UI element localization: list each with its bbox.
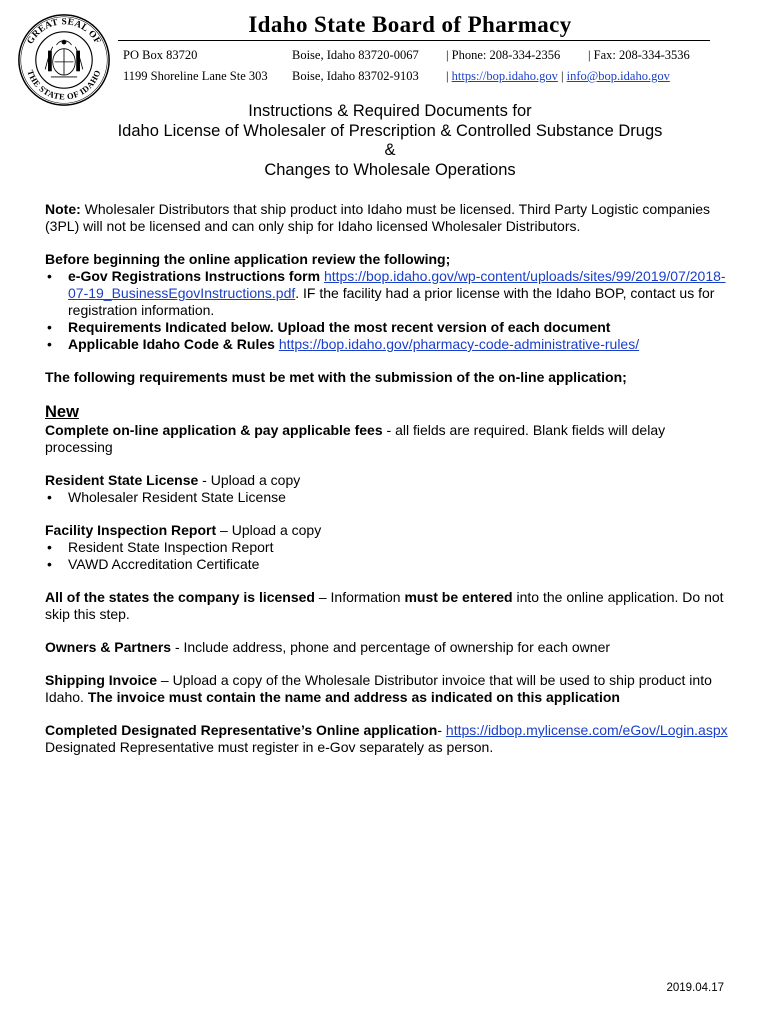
title-line-1: Instructions & Required Documents for [248, 102, 532, 120]
note-label: Note: [45, 201, 81, 217]
list-item [45, 268, 735, 319]
resident-license-label: Resident State License [45, 472, 199, 488]
inspection-section [45, 522, 735, 539]
invoice-section [45, 672, 735, 706]
list-item: • Resident State Inspection Report [45, 539, 735, 556]
inspection-text: – Upload a copy [216, 522, 322, 538]
states-section [45, 589, 735, 623]
title-line-3: & [384, 141, 396, 159]
list-item [45, 319, 735, 336]
online-application-section [45, 422, 735, 456]
list-item: • VAWD Accreditation Certificate [45, 556, 735, 573]
egov-form-text: . IF the facility had a prior license with the Idaho BOP, contact us for registration information. [68, 285, 715, 318]
invoice-text: – Upload a copy of the Wholesale Distributor invoice that will be used to ship product into Idaho. [45, 672, 712, 705]
list-item [45, 336, 735, 353]
before-list [45, 268, 735, 353]
code-rules-link[interactable]: https://bop.idaho.gov/pharmacy-code-administrative-rules/ [278, 336, 640, 352]
title-line-4: Changes to Wholesale Operations [264, 160, 516, 179]
egov-instructions-link[interactable]: https://bop.idaho.gov/wp-content/uploads/sites/99/2019/07/2018-07-19_BusinessEgovInstructions.pdf [68, 268, 726, 301]
designated-text: Designated Representative must register in e-Gov separately as person. [45, 739, 494, 755]
states-text-2: into the online application. Do not skip this step. [45, 589, 724, 622]
document-body [45, 102, 735, 756]
egov-form-label: e-Gov Registrations Instructions form [68, 268, 321, 284]
note-paragraph [45, 201, 735, 235]
invoice-label: Shipping Invoice [45, 672, 158, 688]
designated-label: Completed Designated Representative’s Online application [45, 722, 438, 738]
owners-label: Owners & Partners [45, 639, 172, 655]
designated-section [45, 722, 735, 739]
header-fax: | Fax: 208-334-3536 [588, 48, 690, 62]
requirements-label: Requirements Indicated below. Upload the most recent version of each document [68, 319, 611, 335]
requirements-intro: The following requirements must be met with the submission of the on-line application; [45, 369, 627, 385]
header-separator: | [561, 69, 564, 83]
owners-section [45, 639, 735, 656]
owners-text: - Include address, phone and percentage of ownership for each owner [171, 639, 611, 655]
header-city-2: Boise, Idaho 83702-9103 [292, 69, 419, 83]
resident-license-section [45, 472, 735, 489]
states-label: All of the states the company is licensed [45, 589, 315, 605]
header-phone: | Phone: 208-334-2356 [446, 48, 561, 62]
header-divider [118, 40, 710, 41]
states-text-1: – Information [314, 589, 405, 605]
new-heading: New [45, 403, 79, 421]
footer-date: 2019.04.17 [666, 982, 724, 994]
note-text: Wholesaler Distributors that ship product into Idaho must be licensed. Third Party Logistic companies (3PL) will not be licensed and can only ship for Idaho licensed Wholesaler Distributors. [45, 201, 711, 234]
state-seal-icon [17, 13, 111, 107]
before-heading: Before beginning the online application review the following; [45, 251, 451, 267]
designated-login-link[interactable]: https://idbop.mylicense.com/eGov/Login.aspx [445, 722, 728, 738]
header-line2-contacts [446, 69, 670, 83]
resident-license-text: - Upload a copy [198, 472, 301, 488]
online-application-label: Complete on-line application & pay applicable fees [45, 422, 383, 438]
seal-text-top: GREAT SEAL OF [25, 17, 103, 47]
board-title: Idaho State Board of Pharmacy [248, 12, 572, 37]
title-line-2: Idaho License of Wholesaler of Prescription & Controlled Substance Drugs [117, 121, 663, 140]
code-rules-label: Applicable Idaho Code & Rules [68, 336, 275, 352]
inspection-list [45, 539, 735, 573]
inspection-label: Facility Inspection Report [45, 522, 217, 538]
document-title [45, 102, 735, 180]
invoice-bold: The invoice must contain the name and address as indicated on this application [87, 689, 620, 705]
email-link[interactable]: info@bop.idaho.gov [566, 69, 670, 83]
header-separator: | [446, 69, 449, 83]
list-item: • Wholesaler Resident State License [45, 489, 735, 506]
online-application-text: - all fields are required. Blank fields will delay processing [45, 422, 666, 455]
header-street: 1199 Shoreline Lane Ste 303 [123, 69, 268, 83]
seal-text-bottom: THE STATE OF IDAHO [25, 68, 103, 102]
designated-dash: - [437, 722, 446, 738]
website-link[interactable]: https://bop.idaho.gov [451, 69, 558, 83]
resident-license-list [45, 489, 735, 506]
header-po-box: PO Box 83720 [123, 48, 198, 62]
header-city-1: Boise, Idaho 83720-0067 [292, 48, 419, 62]
states-bold: must be entered [404, 589, 513, 605]
